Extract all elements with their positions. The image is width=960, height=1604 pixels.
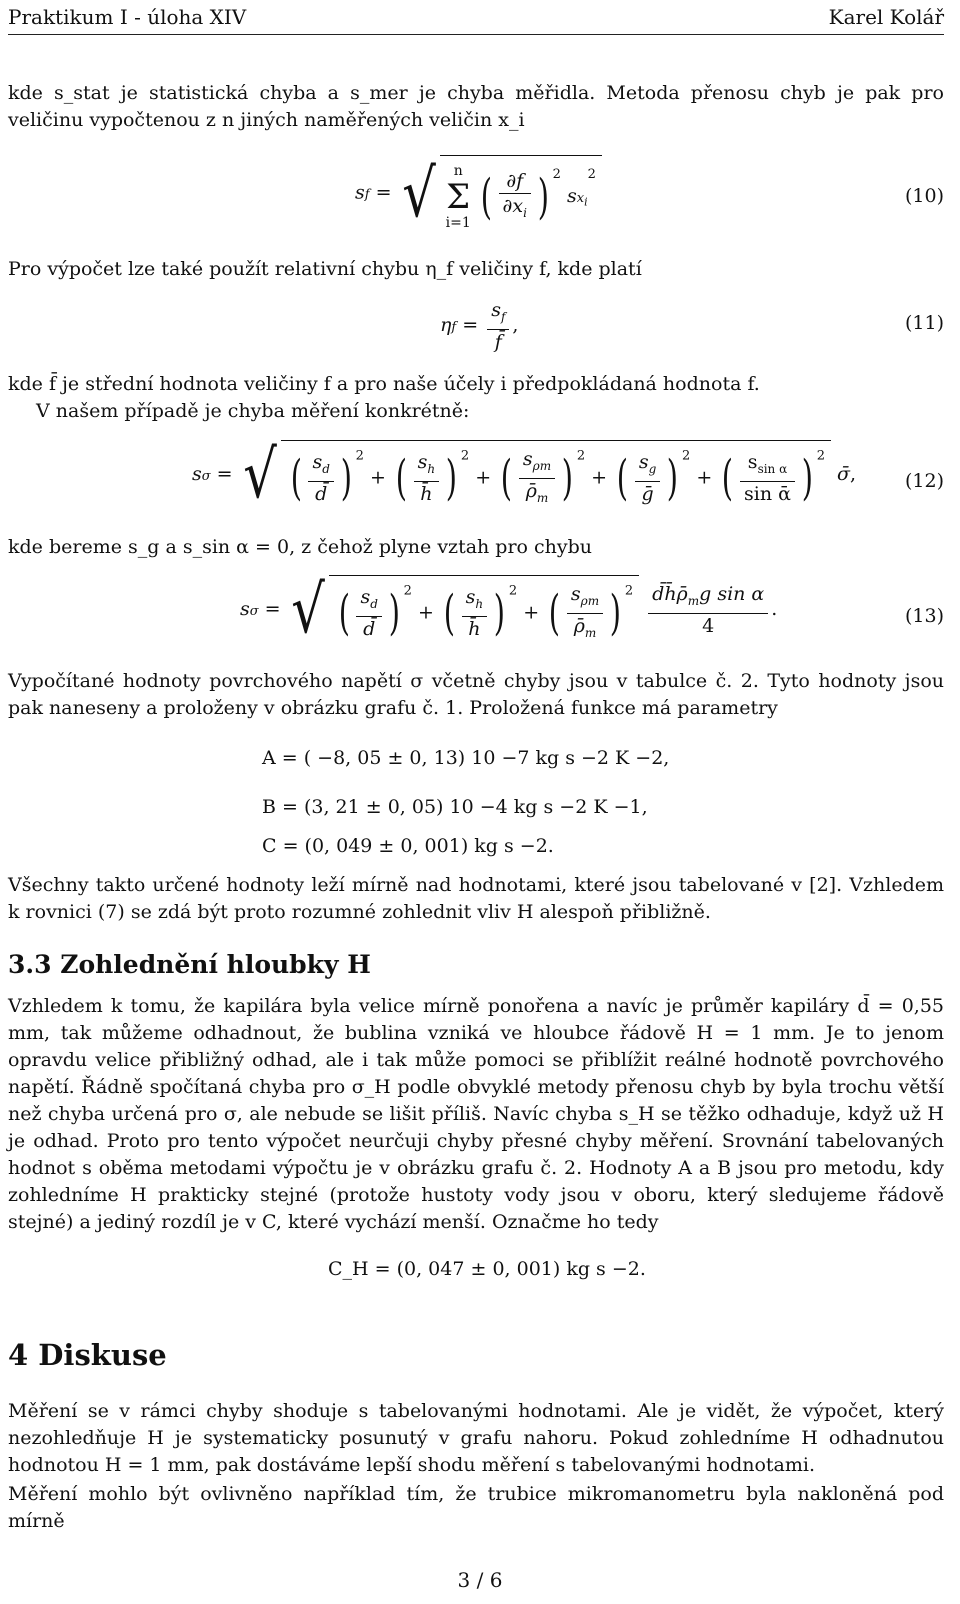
- equation-number-13: (13): [904, 605, 944, 627]
- header-author: Karel Kolář: [828, 5, 944, 29]
- paragraph-discussion: Měření se v rámci chyby shoduje s tabelovanými hodnotami. Ale je vidět, že výpočet, který nezohledňuje H je systematicky posunutý v grafu nahoru. Pokud zohledníme H odhadnutou hodnotou H = 1 mm, pak dostáváme lepší shodu měření s tabelovanými hodnotami.: [8, 1400, 944, 1476]
- page-header: [8, 0, 944, 35]
- equation-number-10: (10): [904, 185, 944, 207]
- equation-13: sσ = √ ( $\frac{s_d}{d̄}$ ) $^2$ + ( $\frac{s_h}{h̄}$ ) $^2$ + ( $\frac{s_{\rho m}}{\rhō_m}$ ) $^2$ $\frac{d̄h̄\rhō_mg \sin \alpha}{4}$ . (13): [240, 570, 944, 648]
- paragraph-depth: Vzhledem k tomu, že kapilára byla velice mírně ponořena a navíc je průměr kapiláry d̄ = 0,55 mm, tak můžeme odhadnout, že bublina vzniká ve hloubce řádově H = 1 mm. Je to jenom opravdu velice přibližný odhad, ale i tak může pomoci se přiblížit reálné hodnotě povrchového napětí. Řádně spočítaná chyba pro σ_H podle obvyklé metody přenosu chyb by byla trochu větší než chyba určená pro σ, ale nebude se lišit příliš. Navíc chyba s_H se těžko odhaduje, když už H je odhad. Proto pro tento výpočet neurčuji chyby přesné chyby měření. Srovnání tabelovaných hodnot s oběma metodami výpočtu je v obrázku grafu č. 2. Hodnoty A a B jsou pro metodu, kdy zohledníme H prakticky stejné (protože hustoty vody jsou v oboru, který sledujeme řádově stejné) a jediný rozdíl je v C, které vychází menší. Označme ho tedy: [8, 995, 944, 1233]
- paragraph-neglect: kde bereme s_g a s_sin α = 0, z čehož plyne vztah pro chybu: [8, 536, 593, 558]
- header-title: Praktikum I - úloha XIV: [8, 5, 247, 29]
- paragraph-error-intro: kde s_stat je statistická chyba a s_mer je chyba měřidla. Metoda přenosu chyb je pak pro veličinu vypočtenou z n jiných naměřených veličin x_i: [8, 82, 944, 131]
- paragraph-results: Vypočítané hodnoty povrchového napětí σ včetně chyby jsou v tabulce č. 2. Tyto hodnoty jsou pak naneseny a proloženy v obrázku grafu č. 1. Proložená funkce má parametry: [8, 670, 944, 719]
- param-C: C = (0, 049 ± 0, 001) kg s −2.: [262, 835, 554, 857]
- param-B: B = (3, 21 ± 0, 05) 10 −4 kg s −2 K −1,: [262, 796, 648, 818]
- paragraph-mean-value: kde f̄ je střední hodnota veličiny f a pro naše účely i předpokládaná hodnota f.: [8, 373, 760, 395]
- page-number: 3 / 6: [457, 1568, 503, 1592]
- equation-11: ηf = $\frac{s_f}{f̄}$ , (11): [440, 299, 944, 353]
- equation-10: sf = √ n Σ i=1 ( $\frac{\partial f}{\partial x_i}$ ) $^2$ $sx_i^2$ (10): [355, 154, 944, 232]
- equation-number-11: (11): [904, 312, 944, 334]
- param-CH: C_H = (0, 047 ± 0, 001) kg s −2.: [328, 1258, 646, 1280]
- paragraph-case: V našem případě je chyba měření konkrétně:: [36, 400, 470, 422]
- equation-number-12: (12): [904, 470, 944, 492]
- param-A: A = ( −8, 05 ± 0, 13) 10 −7 kg s −2 K −2,: [262, 747, 670, 769]
- paragraph-discussion-2: Měření mohlo být ovlivněno například tím, že trubice mikromanometru byla nakloněná pod mírně: [8, 1483, 944, 1532]
- section-3-3-title: 3.3 Zohlednění hloubky H: [8, 950, 371, 979]
- paragraph-comparison: Všechny takto určené hodnoty leží mírně nad hodnotami, které jsou tabelované v [2]. Vzhledem k rovnici (7) se zdá být proto rozumné zohlednit vliv H alespoň přibližně.: [8, 874, 944, 923]
- paragraph-relative-error: Pro výpočet lze také použít relativní chybu η_f veličiny f, kde platí: [8, 258, 642, 280]
- equation-12: sσ = √ ( $\frac{s_d}{d̄}$ ) $^2$ + ( $\frac{s_h}{h̄}$ ) $^2$ + ( $\frac{s_{\rho m}}{\rhō_m}$ ) $^2$ + ( $\frac{s_g}{\text{ḡ}}$ ) $^2$ + ( $\frac{s_{sin \alpha}}{\text{sin ᾱ}}$ ) $^2$ σ̄, (12): [192, 435, 944, 513]
- section-4-title: 4 Diskuse: [8, 1338, 167, 1372]
